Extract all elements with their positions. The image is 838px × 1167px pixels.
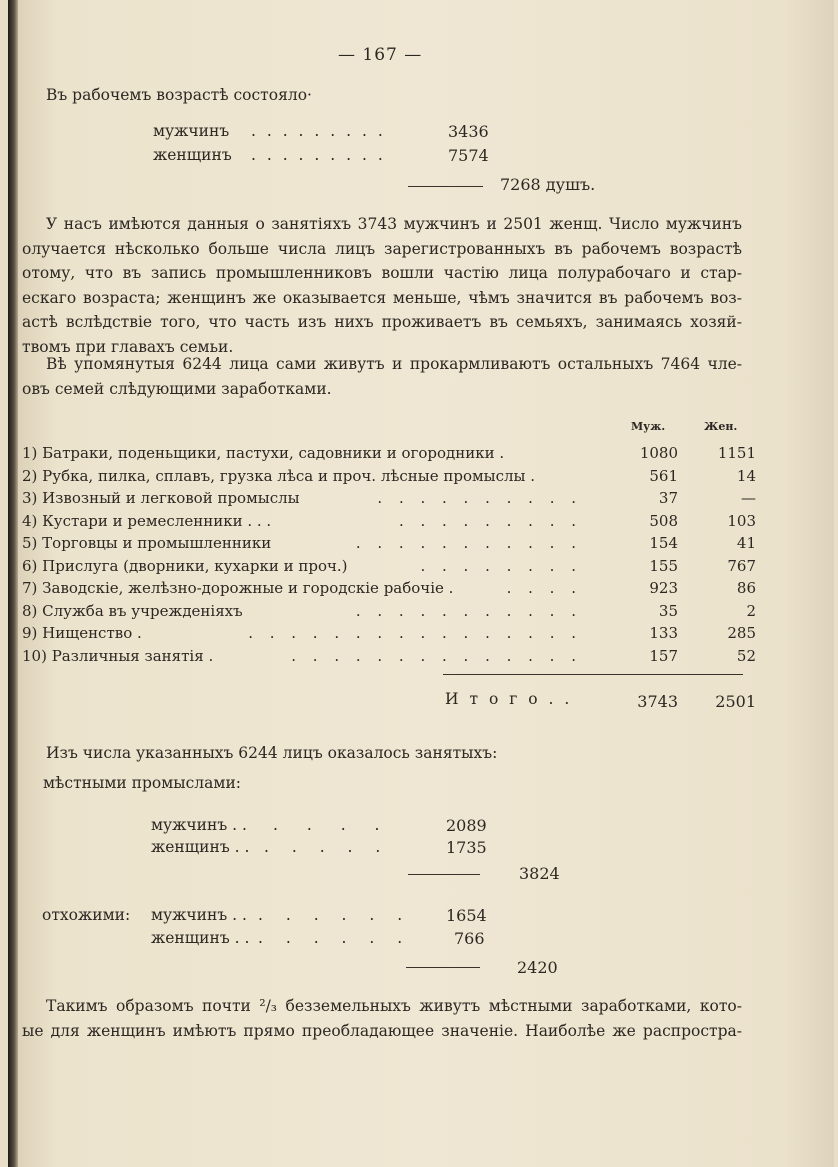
table-total-men: 3743	[637, 692, 678, 711]
table-row-dots: . . . . . . . . . . . . . .	[291, 646, 582, 665]
table-row-dots: . . . . . . . .	[420, 556, 582, 575]
book-spine-shadow	[8, 0, 18, 1167]
table-row-label: 1) Батраки, поденьщики, пастухи, садовники и огородники .	[22, 444, 505, 462]
migrant-men-value: 1654	[446, 906, 487, 925]
local-men-value: 2089	[446, 816, 487, 835]
table-row-women: 1151	[717, 444, 756, 462]
table-row-label: 6) Прислуга (дворники, кухарки и проч.)	[22, 556, 348, 575]
migrant-women-label: женщинъ . .	[151, 929, 250, 947]
table-row-women: 52	[736, 646, 756, 665]
table-total-label: И т о г о . .	[445, 690, 573, 708]
local-sum-rule	[408, 874, 480, 875]
table-row-men: 923	[649, 579, 678, 597]
table-row-women: 41	[736, 534, 756, 552]
paragraph-line: Вѣ упомянутыя 6244 лица сами живутъ и прокармливаютъ остальныхъ 7464 чле-	[46, 355, 742, 373]
working-age-men-value: 3436	[448, 122, 489, 141]
table-row-women: 767	[727, 556, 756, 575]
migrant-sum-rule	[406, 967, 480, 968]
migrant-women-value: 766	[454, 929, 485, 948]
table-row-label: 8) Служба въ учрежденіяхъ	[22, 601, 243, 620]
table-row-label: 4) Кустари и ремесленники . . .	[22, 511, 272, 530]
migrant-label: отхожими:	[42, 906, 131, 924]
local-women-label: женщинъ . .	[151, 838, 250, 856]
local-total: 3824	[519, 864, 560, 883]
paragraph-occupations	[22, 212, 742, 359]
paragraph-conclusion	[22, 994, 742, 1043]
working-age-women-dots: . . . . . . . . .	[251, 146, 386, 164]
table-row-men: 133	[649, 624, 678, 642]
table-row-men: 35	[658, 601, 678, 620]
table-row-men: 508	[649, 511, 678, 530]
table-row	[22, 601, 756, 624]
table-row-men: 157	[649, 646, 678, 665]
migrant-women-dots: . . . . . .	[258, 929, 412, 947]
local-men-dots: . . . .	[273, 816, 392, 834]
table-row-women: 2	[746, 601, 756, 620]
paragraph-earnings	[22, 352, 742, 401]
table-row	[22, 511, 756, 534]
table-total-rule	[443, 674, 743, 675]
working-age-women-label: женщинъ	[153, 146, 232, 164]
table-row-men: 154	[649, 534, 678, 552]
paragraph-line: Такимъ образомъ почти ²/₃ безземельныхъ живутъ мѣстными заработками, кото-	[46, 997, 742, 1015]
table-row	[22, 489, 756, 511]
table-row	[22, 624, 756, 646]
table-row	[22, 556, 756, 579]
working-age-men-label: мужчинъ	[153, 122, 230, 140]
table-row	[22, 534, 756, 556]
paragraph-line: У насъ имѣются данныя о занятіяхъ 3743 мужчинъ и 2501 женщ. Число мужчинъ	[46, 215, 742, 233]
paragraph-line: ые для женщинъ имѣютъ прямо преобладающее значеніе. Наиболѣе же распростра-	[22, 1021, 742, 1040]
table-row-dots: . . . . . . . . . .	[377, 489, 582, 507]
working-age-women-value: 7574	[448, 146, 489, 165]
table-row-men: 37	[658, 489, 678, 507]
local-women-dots: . . . . .	[264, 838, 390, 856]
table-row-dots: . . . . . . . . . . .	[355, 534, 582, 552]
table-total-women: 2501	[715, 692, 756, 711]
table-row-label: 3) Извозный и легковой промыслы	[22, 489, 300, 507]
table-row-dots: . . . . . . . . . . .	[355, 601, 582, 620]
table-row-label: 9) Нищенство .	[22, 624, 142, 642]
paragraph-line: ескаго возраста; женщинъ же оказывается меньше, чѣмъ значится въ рабочемъ воз-	[22, 288, 742, 307]
page-number: — 167 —	[338, 45, 423, 65]
working-age-intro: Въ рабочемъ возрастѣ состояло·	[46, 86, 312, 104]
table-row-women: 14	[736, 466, 756, 485]
local-trades-label: мѣстными промыслами:	[43, 774, 241, 792]
migrant-men-label: мужчинъ . .	[151, 906, 247, 924]
paragraph-line: отому, что въ запись промышленниковъ вошли частію лица полурабочаго и стар-	[22, 264, 742, 282]
table-row-dots: . . . . . . . . .	[398, 511, 582, 530]
table-row-label: 7) Заводскіе, желѣзно-дорожные и городскіе рабочіе .	[22, 579, 454, 597]
working-age-men-dots: . . . . . . . . .	[251, 122, 386, 140]
table-row-women: 103	[727, 511, 756, 530]
table-row-men: 561	[649, 466, 678, 485]
migrant-men-dots: . . . . . .	[258, 906, 412, 924]
table-row-dots: . . . .	[506, 579, 582, 597]
column-header-women: Жен.	[704, 420, 738, 433]
table-row-women: 285	[727, 624, 756, 642]
paragraph-line: астѣ вслѣдствіе того, что часть изъ нихъ проживаетъ въ семьяхъ, занимаясь хозяй-	[22, 313, 742, 331]
migrant-total: 2420	[517, 958, 558, 977]
table-row-men: 155	[649, 556, 678, 575]
employed-intro: Изъ числа указанныхъ 6244 лицъ оказалось занятыхъ:	[46, 744, 498, 762]
table-row-men: 1080	[639, 444, 678, 462]
local-women-value: 1735	[446, 838, 487, 857]
page	[8, 0, 834, 1167]
table-row-label: 2) Рубка, пилка, сплавъ, грузка лѣса и проч. лѣсные промыслы .	[22, 466, 536, 485]
working-age-total: 7268 душъ.	[500, 175, 596, 194]
paragraph-line: олучается нѣсколько больше числа лицъ зарегистрованныхъ въ рабочемъ возрастѣ	[22, 239, 742, 258]
table-row	[22, 579, 756, 601]
table-row	[22, 646, 756, 669]
paragraph-line: твомъ при главахъ семьи.	[22, 337, 234, 356]
column-header-men: Муж.	[631, 420, 666, 433]
table-row-women: 86	[736, 579, 756, 597]
paragraph-line: овъ семей слѣдующими заработками.	[22, 379, 332, 398]
table-row	[22, 466, 756, 489]
local-men-label: мужчинъ . .	[151, 816, 247, 834]
table-row-label: 10) Различныя занятія .	[22, 646, 214, 665]
table-row-label: 5) Торговцы и промышленники	[22, 534, 272, 552]
table-row	[22, 444, 756, 466]
table-row-women: —	[741, 489, 756, 507]
table-row-dots: . . . . . . . . . . . . . . . .	[248, 624, 582, 642]
sum-rule	[408, 186, 483, 187]
